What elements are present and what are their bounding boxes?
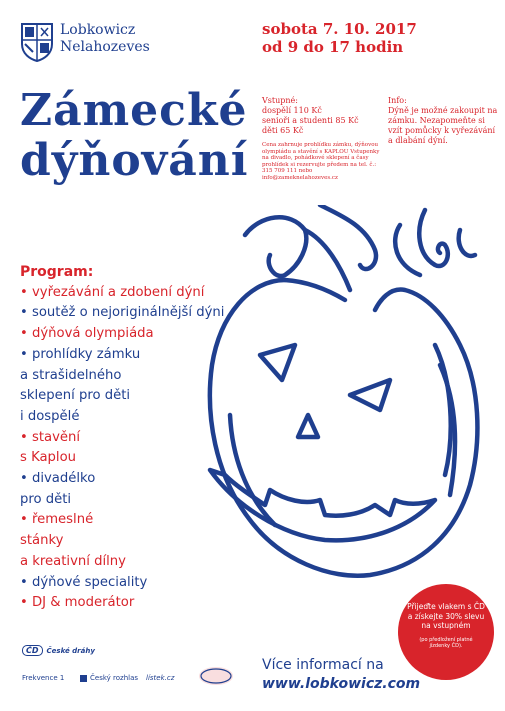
brand-line-2: Nelahozeves xyxy=(60,39,150,55)
event-date-block xyxy=(262,20,417,56)
program-item-3: • dýňová olympiáda xyxy=(20,326,154,342)
info-text: Dýně je možné zakoupit na zámku. Nezapomeňte si vzít pomůcky k vyřezávání a dlabání dýní. xyxy=(388,106,498,145)
sponsor-ceske-drahy xyxy=(22,645,95,656)
brand-line-1: Lobkowicz xyxy=(60,22,136,38)
more-info xyxy=(262,656,420,694)
program-item-1: • vyřezávání a zdobení dýní xyxy=(20,284,205,300)
badge-main-text: Přijeďte vlakem s ČD a získejte 30% slevu na vstupném xyxy=(407,602,485,630)
sponsor-ceske-drahy-label: České dráhy xyxy=(46,647,95,655)
event-hours: od 9 do 17 hodin xyxy=(262,38,404,56)
website-link[interactable]: www.lobkowicz.com xyxy=(262,676,421,692)
relax-radio-logo xyxy=(198,666,234,686)
ticket-prices xyxy=(262,96,382,181)
program-item-5: • stavění s Kaplou xyxy=(20,429,81,466)
program-item-2: • soutěž o nejoriginálnější dýni xyxy=(20,305,225,321)
info-heading: Info: xyxy=(388,96,407,105)
sponsor-listek-label: lístek.cz xyxy=(146,674,175,682)
more-info-label: Více informací na xyxy=(262,657,384,673)
program-item-7: • řemeslné stánky a kreativní dílny xyxy=(20,512,126,569)
sponsor-frekvence xyxy=(22,674,64,682)
brand-name xyxy=(60,22,150,56)
sponsor-cesky-rozhlas-label: Český rozhlas xyxy=(90,674,139,682)
program-heading: Program: xyxy=(20,264,94,280)
cesky-rozhlas-icon xyxy=(80,675,87,682)
program-list xyxy=(20,262,250,614)
program-item-8: • dýňové speciality xyxy=(20,574,148,590)
info-block xyxy=(388,96,498,146)
ticket-seniors: senioři a studenti 85 Kč xyxy=(262,116,359,125)
cd-logo-icon: ČD xyxy=(22,645,43,656)
program-item-6: • divadélko pro děti xyxy=(20,471,96,507)
ticket-note: Cena zahrnuje prohlídku zámku, dýňovou olympiádu a stavění s KAPLOU Vstupenky na divadlo, pohádkové sklepení a časy prohlídek si rezervujte předem na tel. č.: 315 709 111 nebo info@zameknelahozeves.cz xyxy=(262,142,380,181)
poster-title xyxy=(20,86,248,186)
badge-note-text: (po předložení platné jízdenky ČD). xyxy=(419,636,473,649)
ticket-adults: dospělí 110 Kč xyxy=(262,106,322,115)
sponsor-listek xyxy=(146,674,174,682)
tickets-heading: Vstupné: xyxy=(262,96,298,105)
title-line-1: Zámecké xyxy=(20,85,248,136)
lobkowicz-crest-logo xyxy=(20,22,54,62)
program-item-9: • DJ & moderátor xyxy=(20,595,135,611)
title-line-2: dýňování xyxy=(20,135,249,186)
sponsor-cesky-rozhlas xyxy=(80,674,138,682)
sponsor-frekvence-label: Frekvence 1 xyxy=(22,674,65,682)
ticket-children: děti 65 Kč xyxy=(262,126,304,135)
program-item-4: • prohlídky zámku a strašidelného sklepení pro děti i dospělé xyxy=(20,346,141,424)
event-date: sobota 7. 10. 2017 xyxy=(262,20,417,38)
